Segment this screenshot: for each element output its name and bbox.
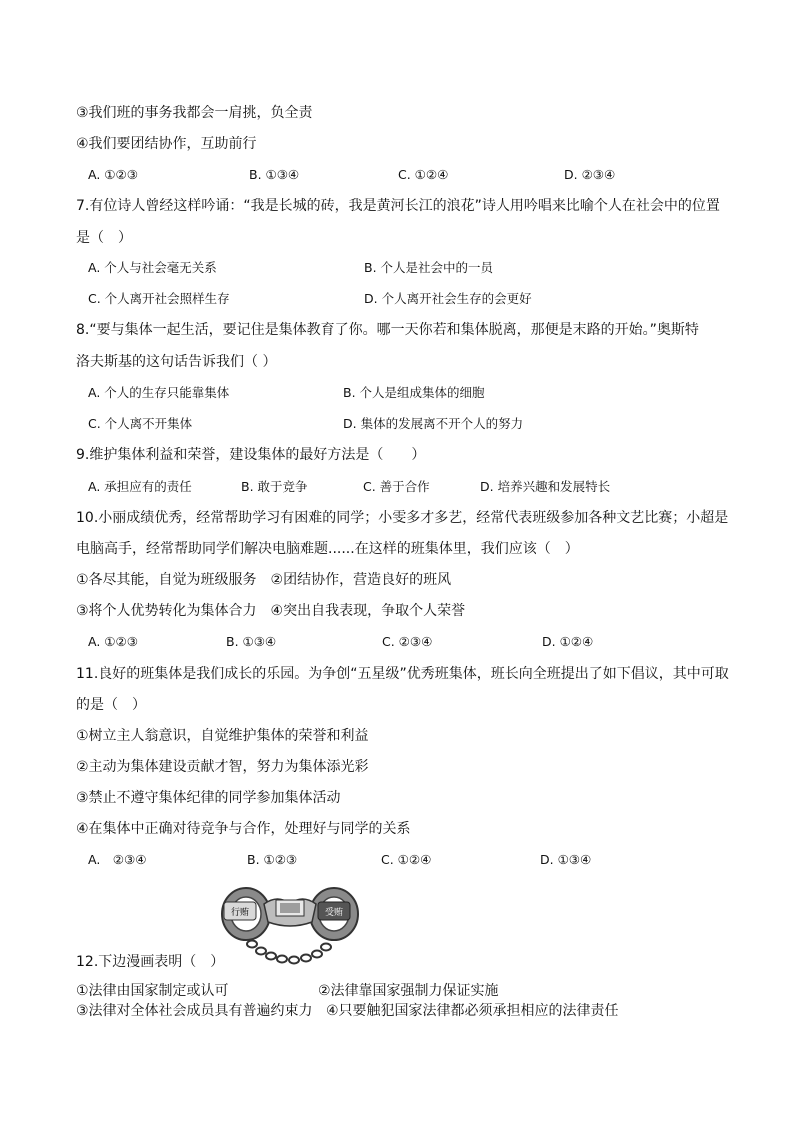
bribe-giver-label: 行贿 [230,908,250,918]
q12-statement-2: ②法律靠国家强制力保证实施 [318,983,499,999]
q11-statement-3: ③禁止不遵守集体纪律的同学参加集体活动 [76,790,341,806]
q11-stem-line2: 的是（ ） [76,697,146,713]
q7-stem-line1: 7.有位诗人曾经这样吟诵：“我是长城的砖，我是黄河长江的浪花”诗人用吟唱来比喻个人在社会中的位置 [76,198,720,214]
handcuffs-cartoon [216,874,368,968]
q12-statement-4: ④只要触犯国家法律都必须承担相应的法律责任 [326,1003,619,1019]
q6-option-c[interactable]: C. ①②④ [398,167,449,182]
q6-options [0,165,794,185]
q6-option-a[interactable]: A. ①②③ [88,167,138,182]
q10-statements-row1: ①各尽其能，自觉为班级服务 ②团结协作，营造良好的班风 [76,572,452,588]
q8-option-a[interactable]: A. 个人的生存只能靠集体 [88,385,230,400]
q9-options [0,477,794,497]
q7-option-d[interactable]: D. 个人离开社会生存的会更好 [364,291,532,306]
q9-option-c[interactable]: C. 善于合作 [363,479,430,494]
q10-option-b[interactable]: B. ①③④ [226,634,277,649]
q11-options [0,850,794,870]
q7-option-a[interactable]: A. 个人与社会毫无关系 [88,260,217,275]
q7-options-row2 [0,289,794,309]
q7-options-row1 [0,258,794,278]
q12-statement-1: ①法律由国家制定或认可 [76,983,229,999]
q11-statement-4: ④在集体中正确对待竞争与合作，处理好与同学的关系 [76,821,411,837]
q8-stem-line2: 洛夫斯基的这句话告诉我们（ ） [76,354,277,370]
q9-option-d[interactable]: D. 培养兴趣和发展特长 [480,479,611,494]
q8-stem-line1: 8.“要与集体一起生活，要记住是集体教育了你。哪一天你若和集体脱离，那便是末路的开始。”奥斯特 [76,322,699,338]
q10-option-d[interactable]: D. ①②④ [542,634,594,649]
q8-options-row1 [0,383,794,403]
q11-option-d[interactable]: D. ①③④ [540,852,592,867]
q8-option-b[interactable]: B. 个人是组成集体的细胞 [343,385,485,400]
q12-statement-3: ③法律对全体社会成员具有普遍约束力 [76,1003,313,1019]
q11-option-c[interactable]: C. ①②④ [381,852,432,867]
q7-stem-line2: 是（ ） [76,230,132,246]
q10-option-a[interactable]: A. ①②③ [88,634,138,649]
q6-option-b[interactable]: B. ①③④ [249,167,300,182]
q9-option-b[interactable]: B. 敢于竞争 [241,479,308,494]
q11-statement-2: ②主动为集体建设贡献才智，努力为集体添光彩 [76,759,369,775]
q9-option-a[interactable]: A. 承担应有的责任 [88,479,192,494]
q10-stem-line2: 电脑高手，经常帮助同学们解决电脑难题......在这样的班集体里，我们应该（ ） [76,541,579,557]
q10-stem-line1: 10.小丽成绩优秀，经常帮助学习有困难的同学；小雯多才多艺，经常代表班级参加各种文艺比赛；小超是 [76,510,729,526]
q10-statements-row2: ③将个人优势转化为集体合力 ④突出自我表现，争取个人荣誉 [76,603,466,619]
q11-option-b[interactable]: B. ①②③ [247,852,298,867]
handcuffs-icon [216,874,368,968]
q12-statements-row2 [0,1001,794,1021]
q11-option-a[interactable]: A. ②③④ [88,852,147,867]
q10-options [0,632,794,652]
bribe-taker-label: 受贿 [324,908,344,918]
q12-statements-row1 [0,981,794,1001]
q8-options-row2 [0,414,794,434]
q8-option-d[interactable]: D. 集体的发展离不开个人的努力 [343,416,524,431]
q6-option-d[interactable]: D. ②③④ [564,167,616,182]
q6-statement-3: ③我们班的事务我都会一肩挑，负全责 [76,105,313,121]
q8-option-c[interactable]: C. 个人离不开集体 [88,416,193,431]
q6-statement-4: ④我们要团结协作，互助前行 [76,136,257,152]
q7-option-b[interactable]: B. 个人是社会中的一员 [364,260,494,275]
q7-option-c[interactable]: C. 个人离开社会照样生存 [88,291,230,306]
q11-statement-1: ①树立主人翁意识，自觉维护集体的荣誉和利益 [76,728,369,744]
q11-stem-line1: 11.良好的班集体是我们成长的乐园。为争创“五星级”优秀班集体，班长向全班提出了如下倡议，其中可取 [76,666,729,682]
q12-stem: 12.下边漫画表明（ ） [76,954,225,970]
q10-option-c[interactable]: C. ②③④ [382,634,433,649]
q9-stem: 9.维护集体利益和荣誉，建设集体的最好方法是（ ） [76,447,426,463]
